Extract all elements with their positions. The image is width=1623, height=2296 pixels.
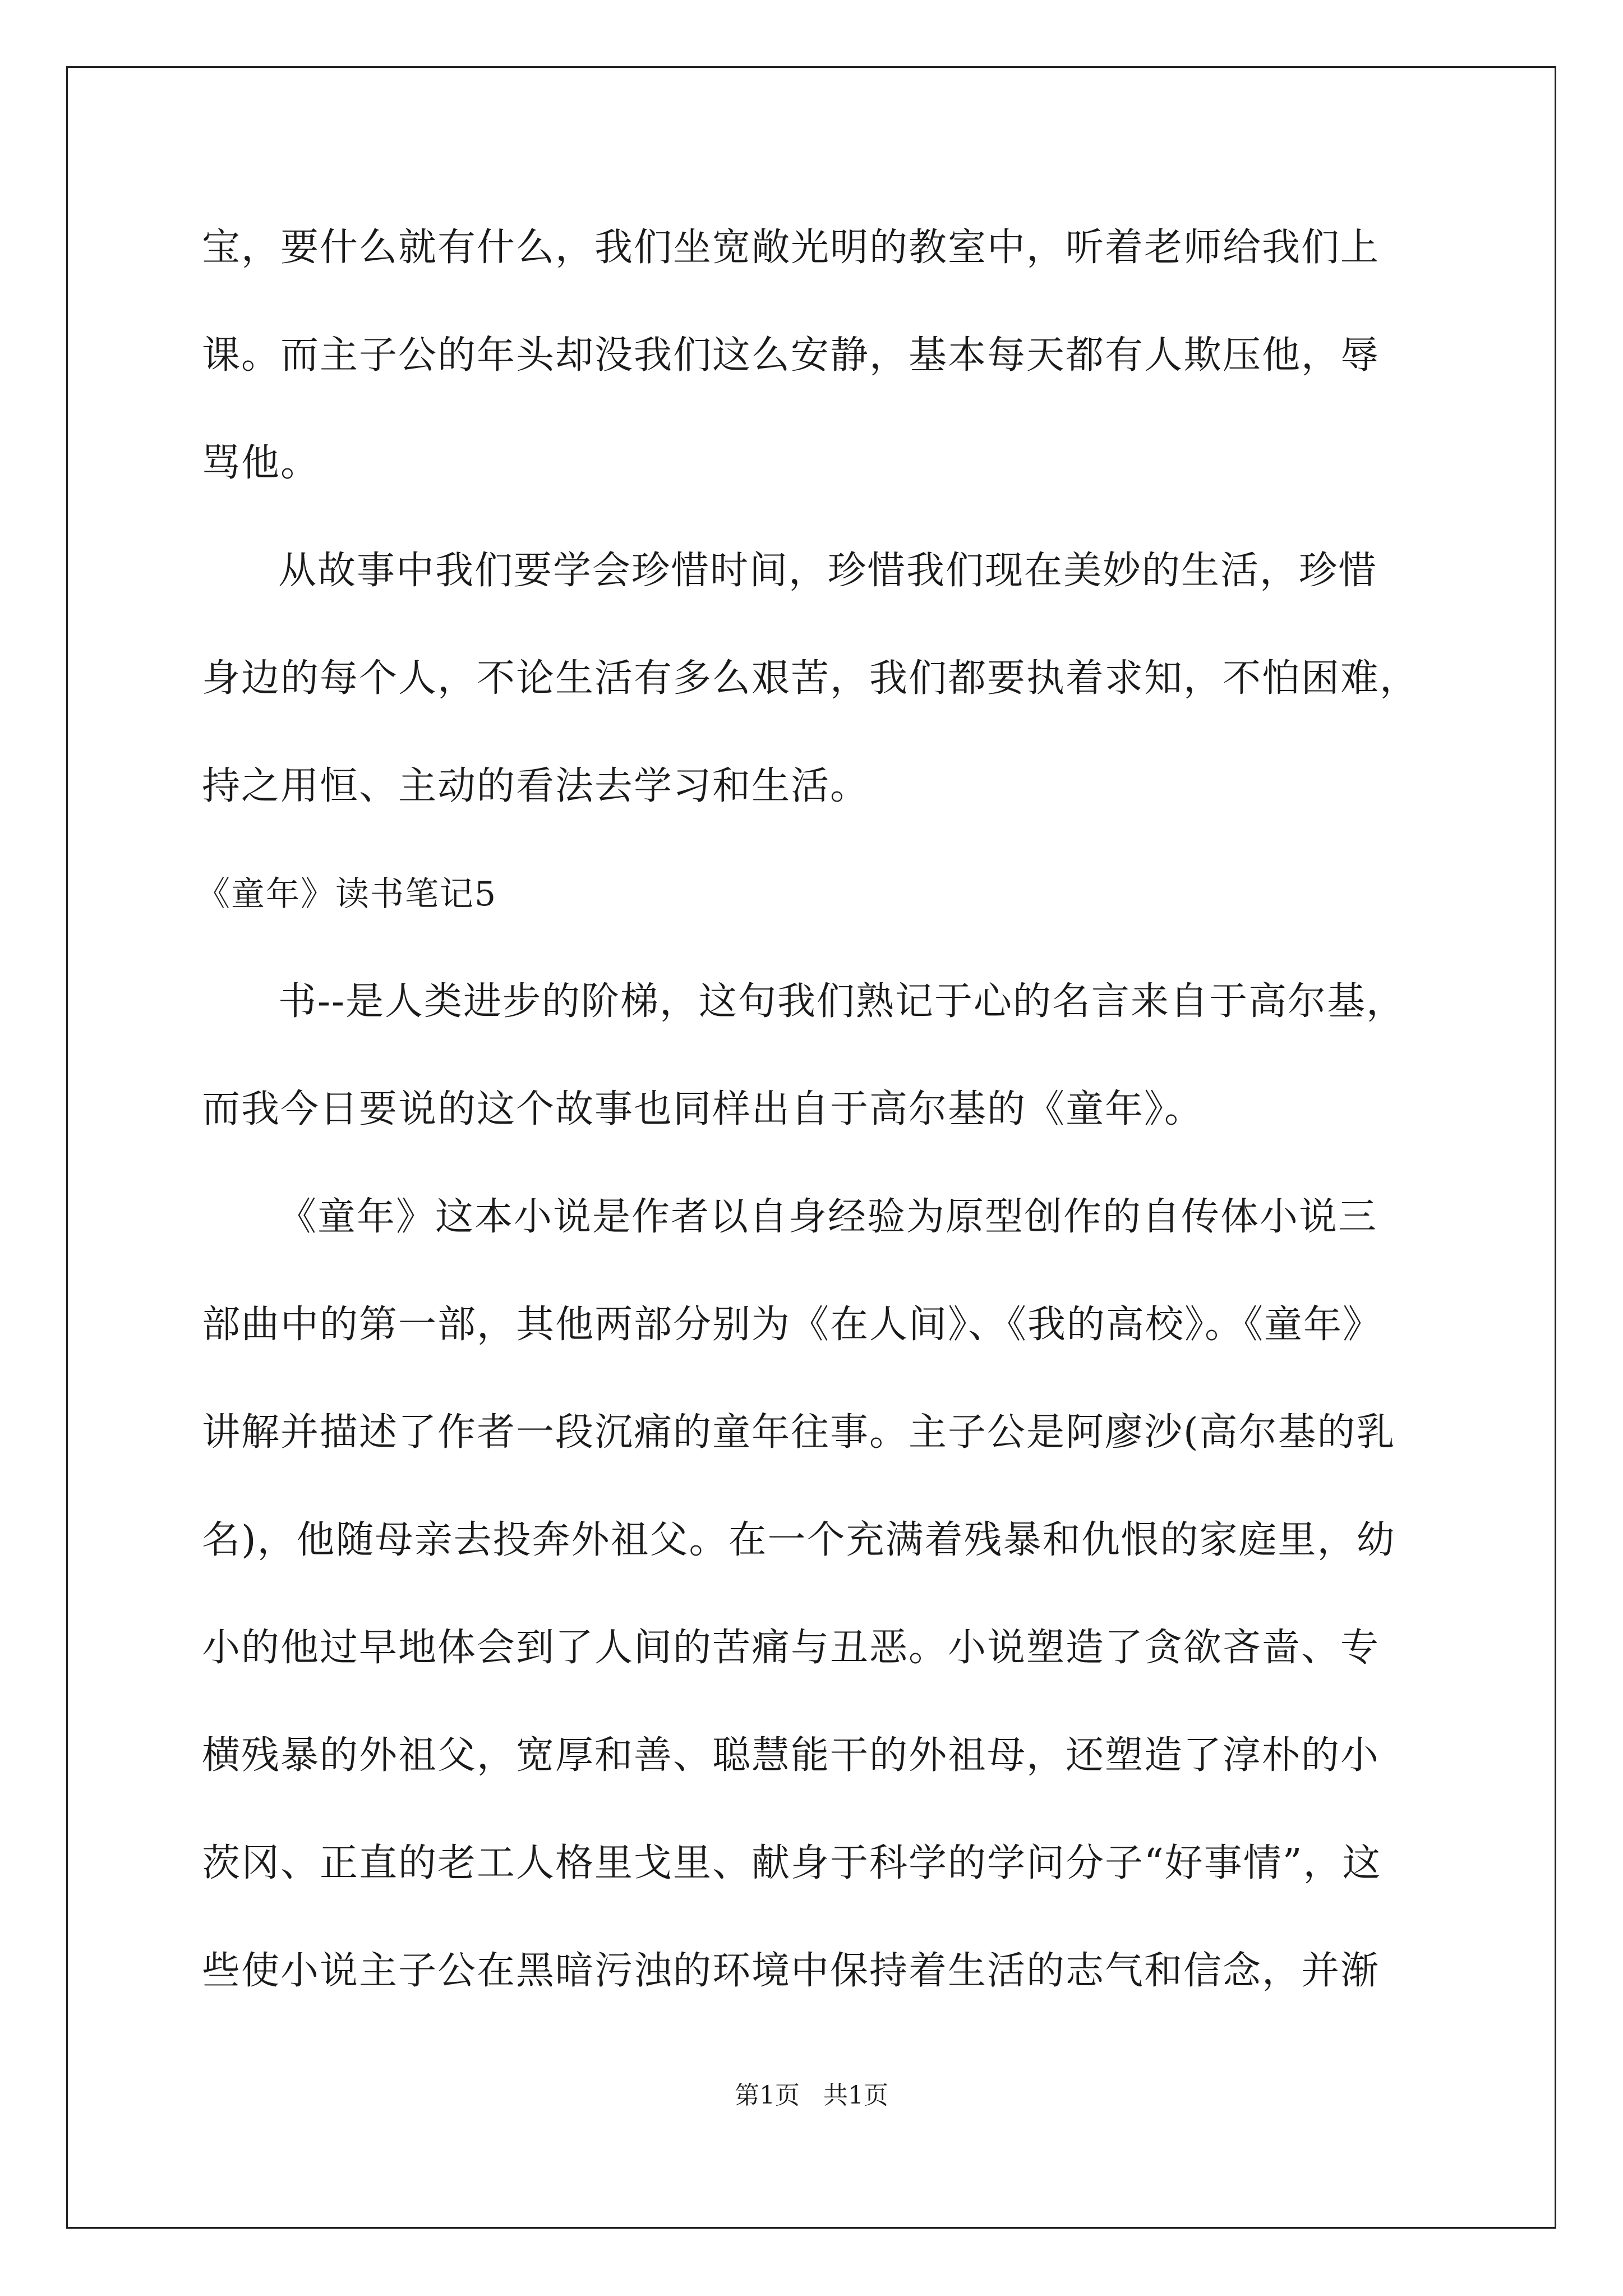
text-line: 宝，要什么就有什么，我们坐宽敞光明的教室中，听着老师给我们上 [202,226,1380,270]
text-line: 骂他。 [202,441,320,485]
text-line: 书--是人类进步的阶梯，这句我们熟记于心的名言来自于高尔基， [278,979,1405,1024]
text-line: 而我今日要说的这个故事也同样出自于高尔基的《童年》。 [202,1087,1204,1131]
section-heading: 《童年》读书笔记5 [196,875,497,914]
text-line: 名)，他随母亲去投奔外祖父。在一个充满着残暴和仇恨的家庭里，幼 [202,1518,1396,1562]
text-line: 课。而主子公的年头却没我们这么安静，基本每天都有人欺压他，辱 [202,333,1380,378]
text-line: 小的他过早地体会到了人间的苦痛与丑恶。小说塑造了贪欲吝啬、专 [202,1626,1380,1670]
page-border [66,66,1556,2229]
text-line: 部曲中的第一部，其他两部分别为《在人间》、《我的高校》。《童年》 [202,1303,1382,1347]
text-line: 《童年》这本小说是作者以自身经验为原型创作的自传体小说三 [278,1195,1378,1239]
text-line: 持之用恒、主动的看法去学习和生活。 [202,764,870,808]
text-line: 身边的每个人，不论生活有多么艰苦，我们都要执着求知，不怕困难， [202,656,1419,701]
text-line: 茨冈、正直的老工人格里戈里、献身于科学的学问分子“好事情”，这 [202,1841,1382,1885]
page-footer: 第1页 共1页 [735,2081,888,2110]
text-line: 些使小说主子公在黑暗污浊的环境中保持着生活的志气和信念，并渐 [202,1949,1380,1993]
text-line: 讲解并描述了作者一段沉痛的童年往事。主子公是阿廖沙(高尔基的乳 [202,1410,1396,1455]
text-line: 横残暴的外祖父，宽厚和善、聪慧能干的外祖母，还塑造了淳朴的小 [202,1733,1380,1778]
text-line: 从故事中我们要学会珍惜时间，珍惜我们现在美妙的生活，珍惜 [278,549,1378,593]
